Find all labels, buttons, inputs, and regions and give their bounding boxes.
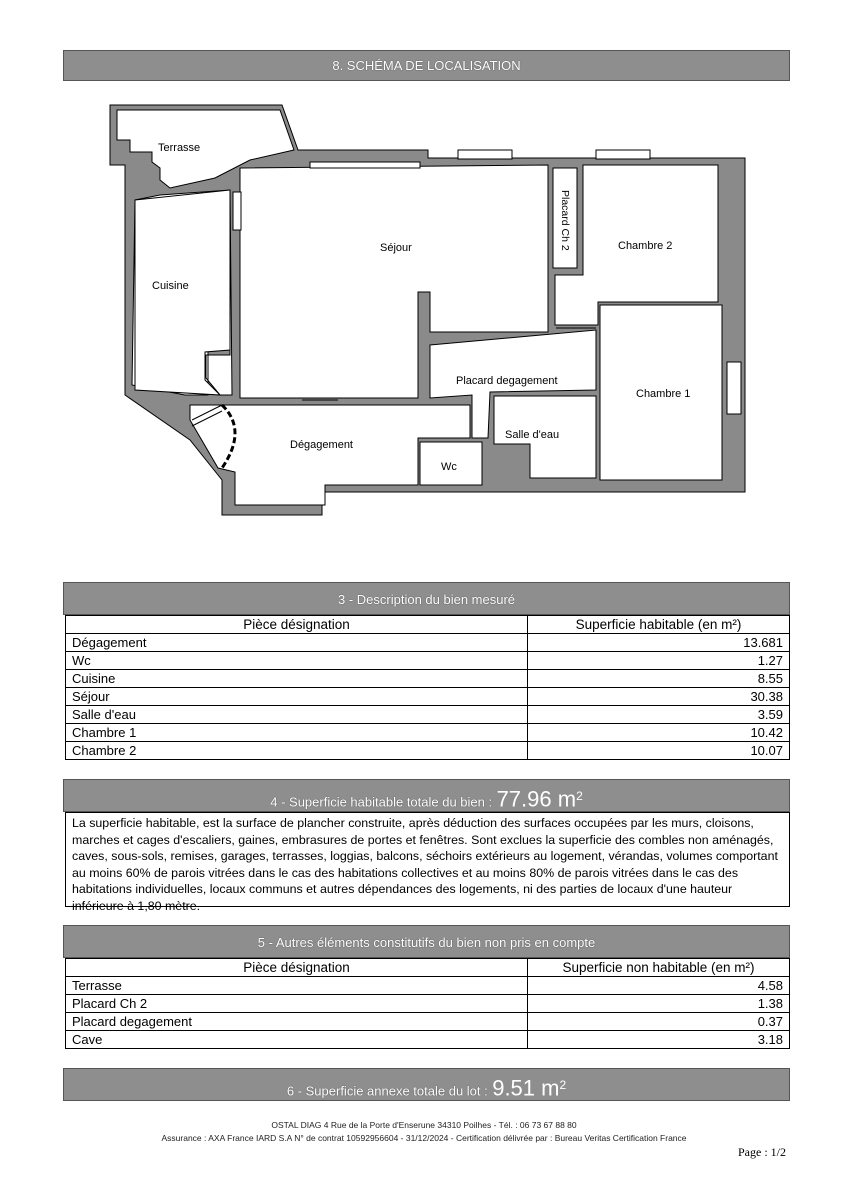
row-piece: Dégagement [66, 634, 528, 652]
definition-paragraph: La superficie habitable, est la surface de plancher construite, après déduction des surfaces occupées par les murs, cloisons, marches et cages d'escaliers, gaines, embrasures de portes et fenêtres. Sont exclues la superficie des combles non aménagés, caves, sous-sols, remises, garages, terrasses, loggias, balcons, séchoirs extérieurs au logement, vérandas, volumes comportant au moins 60% de parois vitrées dans le cas des habitations collectives et au moins 80% de parois vitrées dans le cas des habitations individuelles, locaux communs et autres dépendances des logements, ni des parties de locaux d'une hauteur inférieure à 1,80 mètre. [65, 812, 790, 907]
row-piece: Salle d'eau [66, 706, 528, 724]
row-piece: Placard Ch 2 [66, 995, 528, 1013]
section-4-total: 77.96 m [496, 786, 577, 812]
plan-label-degagement: Dégagement [290, 439, 353, 451]
table-row [66, 652, 790, 670]
plan-label-wc: Wc [441, 461, 457, 473]
section-3-title: 3 - Description du bien mesuré [337, 592, 516, 607]
row-superficie: 1.38 [528, 995, 790, 1013]
section-4-exp: 2 [576, 789, 583, 803]
table-header-row [66, 959, 790, 977]
table-row [66, 724, 790, 742]
row-piece: Terrasse [66, 977, 528, 995]
table-header-row [66, 616, 790, 634]
table-row [66, 1031, 790, 1049]
col-piece: Pièce désignation [66, 959, 528, 977]
section-5-header [63, 925, 790, 958]
table-row [66, 670, 790, 688]
section-6-total: 9.51 m [492, 1075, 560, 1101]
non-habitable-table [65, 958, 790, 1049]
row-piece: Placard degagement [66, 1013, 528, 1031]
section-3-header [63, 582, 790, 615]
section-6-exp: 2 [559, 1078, 567, 1092]
table-row [66, 1013, 790, 1031]
row-superficie: 13.681 [528, 634, 790, 652]
row-superficie: 3.59 [528, 706, 790, 724]
plan-label-placard-degagement: Placard degagement [456, 375, 558, 387]
col-superficie: Superficie non habitable (en m²) [528, 959, 790, 977]
section-8-title: 8. SCHÉMA DE LOCALISATION [332, 58, 521, 73]
section-6-title: 6 - Superficie annexe totale du lot : [286, 1083, 488, 1099]
row-superficie: 4.58 [528, 977, 790, 995]
row-superficie: 8.55 [528, 670, 790, 688]
plan-label-placard-ch2: Placard Ch 2 [559, 190, 571, 251]
plan-window [310, 162, 420, 168]
row-piece: Wc [66, 652, 528, 670]
habitable-table [65, 615, 790, 760]
footer-assurance: Assurance : AXA France IARD S.A N° de contrat 10592956604 - 31/12/2024 - Certification délivrée par : Bureau Veritas Certification France [161, 1133, 687, 1143]
table-row [66, 742, 790, 760]
row-superficie: 3.18 [528, 1031, 790, 1049]
row-superficie: 10.07 [528, 742, 790, 760]
section-4-title: 4 - Superficie habitable totale du bien : [270, 794, 493, 810]
plan-label-sejour: Séjour [380, 242, 412, 254]
table-row [66, 688, 790, 706]
table-row [66, 995, 790, 1013]
plan-label-terrasse: Terrasse [158, 142, 201, 154]
col-superficie: Superficie habitable (en m²) [528, 616, 790, 634]
footer-company: OSTAL DIAG 4 Rue de la Porte d'Enserune 34310 Poilhes - Tél. : 06 73 67 88 80 [271, 1120, 577, 1130]
row-piece: Chambre 1 [66, 724, 528, 742]
row-superficie: 30.38 [528, 688, 790, 706]
page-number: Page : 1/2 [738, 1145, 786, 1159]
plan-window [727, 362, 741, 414]
row-superficie: 10.42 [528, 724, 790, 742]
table-row [66, 634, 790, 652]
section-5-title: 5 - Autres éléments constitutifs du bien non pris en compte [257, 935, 596, 950]
plan-window [596, 150, 650, 159]
plan-label-salle-eau: Salle d'eau [505, 429, 560, 441]
plan-window [458, 150, 512, 159]
row-superficie: 1.27 [528, 652, 790, 670]
row-piece: Séjour [66, 688, 528, 706]
section-4-header [63, 779, 790, 812]
section-6-header [63, 1068, 790, 1101]
row-piece: Cave [66, 1031, 528, 1049]
row-superficie: 0.37 [528, 1013, 790, 1031]
row-piece: Cuisine [66, 670, 528, 688]
plan-label-chambre-2: Chambre 2 [618, 240, 673, 252]
plan-label-chambre-1: Chambre 1 [636, 388, 691, 400]
col-piece: Pièce désignation [66, 616, 528, 634]
row-piece: Chambre 2 [66, 742, 528, 760]
floor-plan [0, 0, 848, 540]
plan-label-cuisine: Cuisine [152, 280, 189, 292]
plan-window [233, 192, 241, 230]
table-row [66, 977, 790, 995]
table-row [66, 706, 790, 724]
